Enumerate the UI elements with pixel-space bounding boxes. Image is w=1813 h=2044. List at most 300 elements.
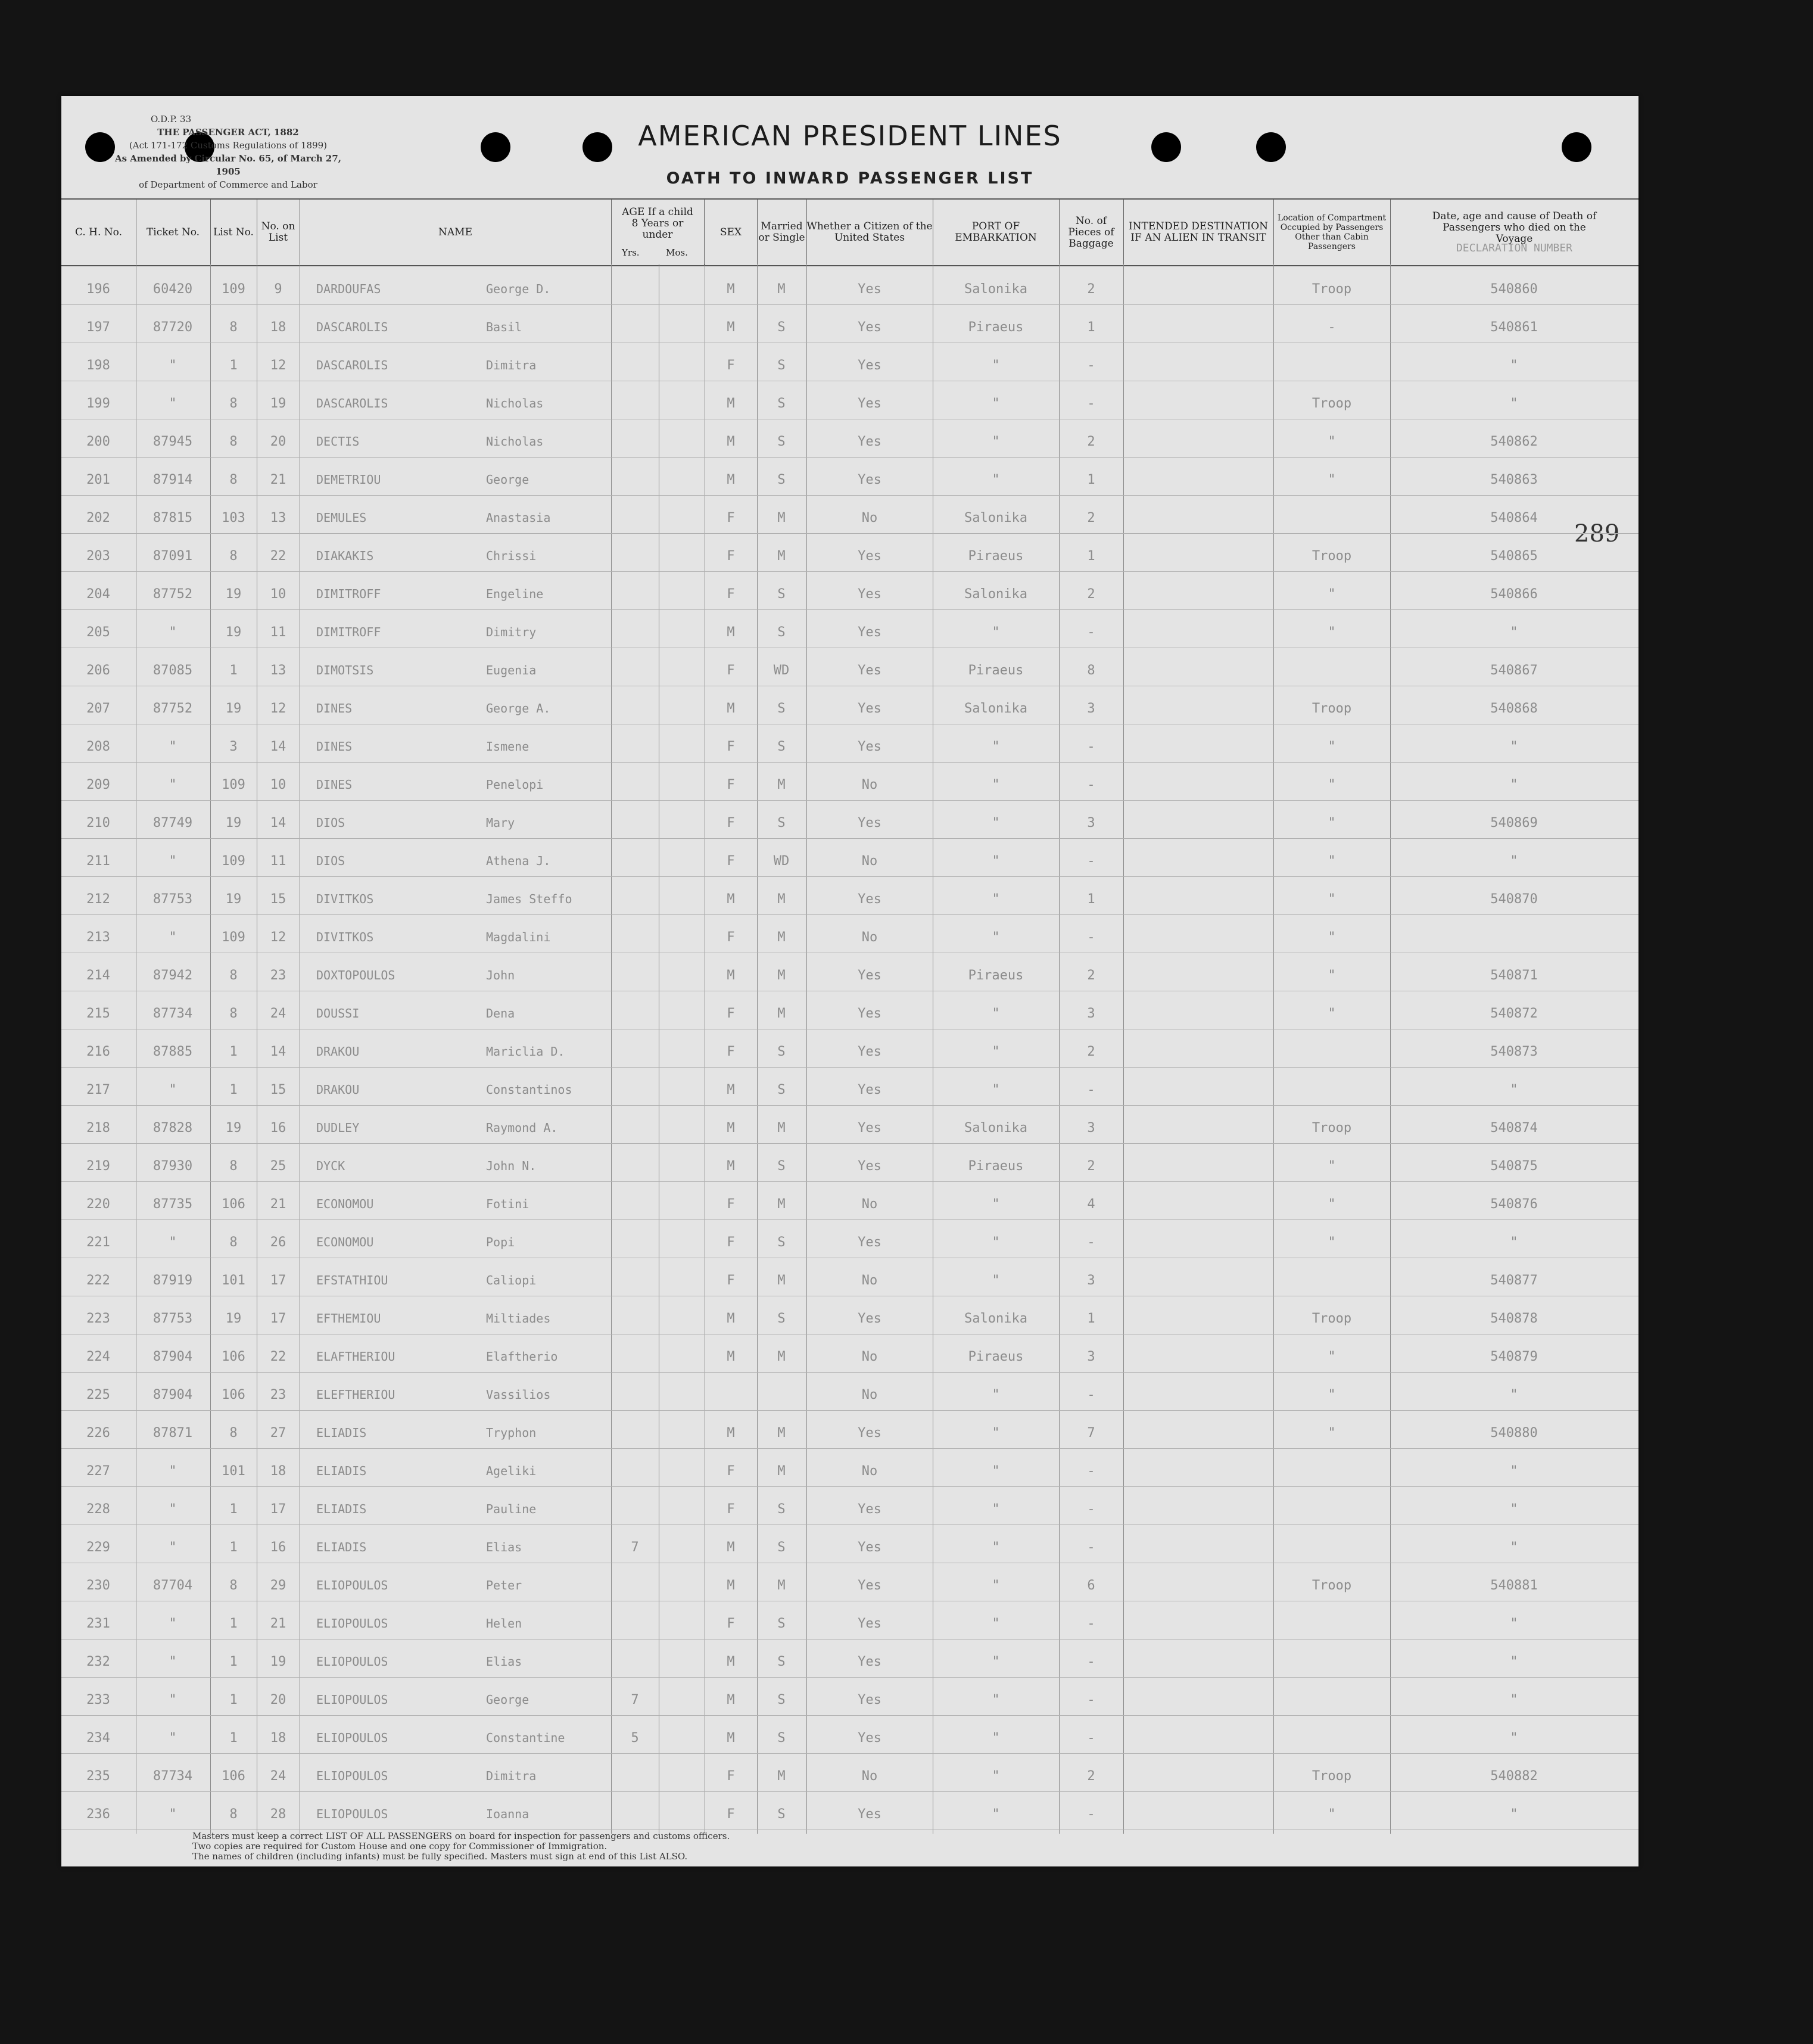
married-cell: S	[777, 1807, 786, 1822]
citizen-cell: Yes	[858, 320, 881, 335]
married-cell: M	[777, 549, 786, 564]
ticket-cell: 87753	[152, 1311, 193, 1326]
ch-no-cell: 220	[86, 1197, 110, 1212]
given-name-cell: Ioanna	[486, 1807, 529, 1821]
no-on-list-cell: 26	[270, 1235, 286, 1250]
given-name-cell: Tryphon	[486, 1426, 537, 1440]
port-cell: Piraeus	[968, 1349, 1024, 1364]
list-no-cell: 1	[229, 1616, 238, 1631]
surname-cell: ELIOPOULOS	[316, 1693, 388, 1707]
citizen-cell: Yes	[858, 587, 881, 602]
port-cell: "	[992, 472, 1000, 487]
list-no-cell: 1	[229, 1693, 238, 1707]
citizen-cell: Yes	[858, 1044, 881, 1059]
ch-no-cell: 214	[86, 968, 110, 983]
given-name-cell: Dimitry	[486, 625, 537, 639]
ch-no-cell: 196	[86, 282, 110, 297]
declaration-number-cell: 540872	[1490, 1006, 1538, 1021]
sex-cell: M	[727, 1654, 735, 1669]
given-name-cell: Magdalini	[486, 930, 551, 944]
port-cell: "	[992, 892, 1000, 907]
sex-cell: M	[727, 701, 735, 716]
port-cell: "	[992, 1273, 1000, 1288]
col-no-on-list: No. on List	[257, 200, 300, 265]
given-name-cell: James Steffo	[486, 892, 572, 906]
no-on-list-cell: 16	[270, 1121, 286, 1135]
port-cell: "	[992, 1464, 1000, 1479]
no-on-list-cell: 24	[270, 1006, 286, 1021]
ticket-cell: "	[169, 1616, 177, 1631]
sex-cell: F	[727, 358, 735, 373]
declaration-number-cell: 540878	[1490, 1311, 1538, 1326]
table-header	[61, 198, 1638, 266]
sex-cell: F	[727, 1235, 735, 1250]
location-cell: "	[1328, 854, 1336, 869]
ch-no-cell: 197	[86, 320, 110, 335]
ch-no-cell: 231	[86, 1616, 110, 1631]
list-no-cell: 103	[222, 511, 245, 525]
row-rule	[61, 609, 1638, 610]
ticket-cell: "	[169, 777, 177, 792]
list-no-cell: 1	[229, 358, 238, 373]
surname-cell: DOUSSI	[316, 1006, 360, 1021]
list-no-cell: 101	[222, 1464, 245, 1479]
port-cell: "	[992, 1654, 1000, 1669]
given-name-cell: Elaftherio	[486, 1349, 558, 1364]
surname-cell: DIMITROFF	[316, 625, 381, 639]
ch-no-cell: 204	[86, 587, 110, 602]
given-name-cell: Eugenia	[486, 663, 537, 677]
ticket-cell: 87904	[152, 1349, 193, 1364]
surname-cell: ELIADIS	[316, 1426, 367, 1440]
citizen-cell: No	[861, 1349, 878, 1364]
declaration-number-cell: "	[1510, 1693, 1518, 1707]
surname-cell: ELIADIS	[316, 1540, 367, 1554]
given-name-cell: Mary	[486, 816, 515, 830]
ch-no-cell: 212	[86, 892, 110, 907]
row-rule	[61, 1372, 1638, 1373]
baggage-cell: 1	[1087, 1311, 1095, 1326]
location-cell: Troop	[1312, 1578, 1352, 1593]
surname-cell: DIOS	[316, 854, 345, 868]
list-no-cell: 109	[222, 854, 245, 869]
married-cell: S	[777, 1693, 786, 1707]
given-name-cell: Constantinos	[486, 1082, 572, 1097]
surname-cell: DIVITKOS	[316, 930, 374, 944]
port-cell: "	[992, 1769, 1000, 1784]
ch-no-cell: 235	[86, 1769, 110, 1784]
col-destination: INTENDED DESTINATION IF AN ALIEN IN TRANSIT	[1123, 200, 1274, 265]
citizen-cell: Yes	[858, 1235, 881, 1250]
column-rule	[1059, 264, 1060, 1834]
location-cell: "	[1328, 1426, 1336, 1441]
surname-cell: ELAFTHERIOU	[316, 1349, 395, 1364]
given-name-cell: Helen	[486, 1616, 522, 1631]
sex-cell: M	[727, 282, 735, 297]
ticket-cell: "	[169, 1235, 177, 1250]
row-rule	[61, 1219, 1638, 1220]
no-on-list-cell: 21	[270, 1616, 286, 1631]
given-name-cell: Engeline	[486, 587, 544, 601]
baggage-cell: 1	[1087, 549, 1095, 564]
no-on-list-cell: 10	[270, 777, 286, 792]
declaration-number-cell: "	[1510, 739, 1518, 754]
given-name-cell: Constantine	[486, 1731, 565, 1745]
declaration-number-cell: 540869	[1490, 816, 1538, 830]
sex-cell: F	[727, 1807, 735, 1822]
ch-no-cell: 210	[86, 816, 110, 830]
declaration-number-cell: "	[1510, 1082, 1518, 1097]
ch-no-cell: 234	[86, 1731, 110, 1746]
no-on-list-cell: 10	[270, 587, 286, 602]
port-cell: "	[992, 1578, 1000, 1593]
column-rule	[1390, 264, 1391, 1834]
port-cell: Salonika	[964, 1311, 1027, 1326]
ticket-cell: "	[169, 1464, 177, 1479]
citizen-cell: Yes	[858, 701, 881, 716]
form-number: O.D.P. 33	[151, 114, 192, 125]
col-sex: SEX	[705, 200, 758, 265]
baggage-cell: 4	[1087, 1197, 1095, 1212]
sex-cell: M	[727, 434, 735, 449]
sex-cell: M	[727, 1159, 735, 1174]
ch-no-cell: 215	[86, 1006, 110, 1021]
list-no-cell: 8	[229, 968, 238, 983]
ticket-cell: 87734	[152, 1769, 193, 1784]
list-no-cell: 3	[229, 739, 238, 754]
baggage-cell: 3	[1087, 1349, 1095, 1364]
sex-cell: M	[727, 1426, 735, 1441]
location-cell: "	[1328, 587, 1336, 602]
ticket-cell: 87885	[152, 1044, 193, 1059]
married-cell: M	[777, 1464, 786, 1479]
citizen-cell: Yes	[858, 1159, 881, 1174]
row-rule	[61, 1410, 1638, 1411]
surname-cell: ECONOMOU	[316, 1235, 374, 1249]
location-cell: "	[1328, 1235, 1336, 1250]
declaration-number-cell: "	[1510, 625, 1518, 640]
list-no-cell: 106	[222, 1349, 245, 1364]
married-cell: S	[777, 358, 786, 373]
baggage-cell: -	[1087, 1616, 1095, 1631]
no-on-list-cell: 27	[270, 1426, 286, 1441]
given-name-cell: John N.	[486, 1159, 537, 1173]
ch-no-cell: 213	[86, 930, 110, 945]
list-no-cell: 19	[225, 625, 242, 640]
no-on-list-cell: 15	[270, 1082, 286, 1097]
port-cell: "	[992, 1082, 1000, 1097]
surname-cell: ELIADIS	[316, 1464, 367, 1478]
citizen-cell: No	[861, 511, 878, 525]
no-on-list-cell: 29	[270, 1578, 286, 1593]
no-on-list-cell: 23	[270, 968, 286, 983]
baggage-cell: -	[1087, 396, 1095, 411]
sex-cell: M	[727, 396, 735, 411]
list-no-cell: 1	[229, 1654, 238, 1669]
married-cell: M	[777, 777, 786, 792]
baggage-cell: -	[1087, 1464, 1095, 1479]
baggage-cell: -	[1087, 1082, 1095, 1097]
married-cell: S	[777, 625, 786, 640]
list-no-cell: 19	[225, 816, 242, 830]
surname-cell: DIOS	[316, 816, 345, 830]
sex-cell: M	[727, 1121, 735, 1135]
citizen-cell: Yes	[858, 1426, 881, 1441]
list-no-cell: 8	[229, 1159, 238, 1174]
declaration-number-cell: "	[1510, 1616, 1518, 1631]
ticket-cell: "	[169, 358, 177, 373]
row-rule	[61, 1067, 1638, 1068]
location-cell: Troop	[1312, 1769, 1352, 1784]
location-cell: "	[1328, 625, 1336, 640]
list-no-cell: 8	[229, 1578, 238, 1593]
ticket-cell: 87815	[152, 511, 193, 525]
baggage-cell: 2	[1087, 511, 1095, 525]
sex-cell: F	[727, 854, 735, 869]
column-rule	[210, 264, 211, 1834]
list-no-cell: 8	[229, 1807, 238, 1822]
location-cell: Troop	[1312, 282, 1352, 297]
no-on-list-cell: 11	[270, 854, 286, 869]
declaration-number-cell: "	[1510, 777, 1518, 792]
ch-no-cell: 211	[86, 854, 110, 869]
sex-cell: M	[727, 1349, 735, 1364]
married-cell: M	[777, 1006, 786, 1021]
sex-cell: F	[727, 511, 735, 525]
citizen-cell: Yes	[858, 1502, 881, 1517]
citizen-cell: Yes	[858, 663, 881, 678]
page-subtitle: OATH TO INWARD PASSENGER LIST	[666, 169, 1034, 188]
citizen-cell: Yes	[858, 1578, 881, 1593]
list-no-cell: 106	[222, 1387, 245, 1402]
page-title: AMERICAN PRESIDENT LINES	[638, 120, 1062, 152]
list-no-cell: 8	[229, 320, 238, 335]
declaration-number-cell: "	[1510, 1731, 1518, 1746]
port-cell: "	[992, 358, 1000, 373]
row-rule	[61, 1143, 1638, 1144]
no-on-list-cell: 19	[270, 1654, 286, 1669]
baggage-cell: 2	[1087, 434, 1095, 449]
list-no-cell: 8	[229, 1426, 238, 1441]
ticket-cell: "	[169, 1502, 177, 1517]
no-on-list-cell: 28	[270, 1807, 286, 1822]
married-cell: S	[777, 396, 786, 411]
no-on-list-cell: 15	[270, 892, 286, 907]
given-name-cell: Popi	[486, 1235, 515, 1249]
ticket-cell: "	[169, 1540, 177, 1555]
location-cell: "	[1328, 892, 1336, 907]
baggage-cell: 3	[1087, 816, 1095, 830]
no-on-list-cell: 12	[270, 358, 286, 373]
citizen-cell: No	[861, 1387, 878, 1402]
given-name-cell: Caliopi	[486, 1273, 537, 1287]
port-cell: Piraeus	[968, 968, 1024, 983]
row-rule	[61, 838, 1638, 839]
surname-cell: ELIOPOULOS	[316, 1578, 388, 1592]
married-cell: S	[777, 587, 786, 602]
ch-no-cell: 225	[86, 1387, 110, 1402]
declaration-number-cell: 540866	[1490, 587, 1538, 602]
location-cell: "	[1328, 739, 1336, 754]
sex-cell: M	[727, 320, 735, 335]
sex-cell: F	[727, 739, 735, 754]
location-cell: Troop	[1312, 396, 1352, 411]
declaration-overprint: DECLARATION NUMBER	[1456, 242, 1573, 254]
list-no-cell: 8	[229, 1006, 238, 1021]
ticket-cell: 87749	[152, 816, 193, 830]
baggage-cell: 2	[1087, 968, 1095, 983]
citizen-cell: Yes	[858, 968, 881, 983]
ch-no-cell: 226	[86, 1426, 110, 1441]
declaration-number-cell: 540871	[1490, 968, 1538, 983]
baggage-cell: 1	[1087, 320, 1095, 335]
sex-cell: M	[727, 1731, 735, 1746]
ch-no-cell: 221	[86, 1235, 110, 1250]
married-cell: S	[777, 1616, 786, 1631]
no-on-list-cell: 14	[270, 1044, 286, 1059]
location-cell: "	[1328, 434, 1336, 449]
ch-no-cell: 202	[86, 511, 110, 525]
declaration-number-cell: 540870	[1490, 892, 1538, 907]
surname-cell: EFTHEMIOU	[316, 1311, 381, 1326]
no-on-list-cell: 17	[270, 1502, 286, 1517]
surname-cell: ELIOPOULOS	[316, 1731, 388, 1745]
declaration-number-cell: 540863	[1490, 472, 1538, 487]
ticket-cell: 87752	[152, 587, 193, 602]
surname-cell: DYCK	[316, 1159, 345, 1173]
married-cell: M	[777, 282, 786, 297]
given-name-cell: Raymond A.	[486, 1121, 558, 1135]
list-no-cell: 19	[225, 701, 242, 716]
surname-cell: ELIOPOULOS	[316, 1807, 388, 1821]
location-cell: "	[1328, 968, 1336, 983]
baggage-cell: 8	[1087, 663, 1095, 678]
list-no-cell: 106	[222, 1769, 245, 1784]
col-baggage: No. of Pieces of Baggage	[1059, 200, 1124, 265]
surname-cell: EFSTATHIOU	[316, 1273, 388, 1287]
given-name-cell: Miltiades	[486, 1311, 551, 1326]
sex-cell: F	[727, 1502, 735, 1517]
married-cell: M	[777, 1426, 786, 1441]
no-on-list-cell: 18	[270, 1731, 286, 1746]
married-cell: S	[777, 1502, 786, 1517]
no-on-list-cell: 23	[270, 1387, 286, 1402]
married-cell: WD	[773, 663, 790, 678]
citizen-cell: Yes	[858, 1693, 881, 1707]
list-no-cell: 1	[229, 663, 238, 678]
sex-cell: F	[727, 663, 735, 678]
location-cell: "	[1328, 472, 1336, 487]
act-line: of Department of Commerce and Labor	[139, 179, 317, 190]
col-ch-no: C. H. No.	[61, 200, 136, 265]
ch-no-cell: 232	[86, 1654, 110, 1669]
no-on-list-cell: 12	[270, 701, 286, 716]
married-cell: M	[777, 1769, 786, 1784]
declaration-number-cell: "	[1510, 1540, 1518, 1555]
ch-no-cell: 205	[86, 625, 110, 640]
given-name-cell: Ismene	[486, 739, 529, 754]
baggage-cell: 2	[1087, 1044, 1095, 1059]
citizen-cell: No	[861, 930, 878, 945]
married-cell: S	[777, 320, 786, 335]
no-on-list-cell: 14	[270, 739, 286, 754]
location-cell: Troop	[1312, 549, 1352, 564]
given-name-cell: George D.	[486, 282, 551, 296]
ch-no-cell: 229	[86, 1540, 110, 1555]
act-line: As Amended by Circular No. 65, of March 27, 1905	[114, 153, 342, 177]
sex-cell: F	[727, 930, 735, 945]
married-cell: S	[777, 1044, 786, 1059]
declaration-number-cell: "	[1510, 358, 1518, 373]
no-on-list-cell: 17	[270, 1311, 286, 1326]
sex-cell: F	[727, 777, 735, 792]
declaration-number-cell: "	[1510, 1654, 1518, 1669]
declaration-number-cell: 540865	[1490, 549, 1538, 564]
port-cell: Salonika	[964, 587, 1027, 602]
no-on-list-cell: 22	[270, 1349, 286, 1364]
port-cell: "	[992, 930, 1000, 945]
declaration-number-cell: 540875	[1490, 1159, 1538, 1174]
citizen-cell: Yes	[858, 1082, 881, 1097]
row-rule	[61, 1448, 1638, 1449]
ch-no-cell: 219	[86, 1159, 110, 1174]
list-no-cell: 8	[229, 549, 238, 564]
column-rule	[757, 264, 758, 1834]
port-cell: "	[992, 1540, 1000, 1555]
port-cell: Piraeus	[968, 549, 1024, 564]
ticket-cell: 87753	[152, 892, 193, 907]
surname-cell: ELIOPOULOS	[316, 1769, 388, 1783]
footer-line: Masters must keep a correct LIST OF ALL PASSENGERS on board for inspection for passengers and customs officers.	[192, 1831, 730, 1841]
age-cell: 7	[631, 1693, 639, 1707]
baggage-cell: -	[1087, 739, 1095, 754]
baggage-cell: -	[1087, 1235, 1095, 1250]
col-port: PORT OF EMBARKATION	[933, 200, 1060, 265]
declaration-number-cell: 540874	[1490, 1121, 1538, 1135]
location-cell: "	[1328, 930, 1336, 945]
declaration-number-cell: 540861	[1490, 320, 1538, 335]
baggage-cell: 2	[1087, 1769, 1095, 1784]
no-on-list-cell: 20	[270, 434, 286, 449]
row-rule	[61, 876, 1638, 877]
given-name-cell: Nicholas	[486, 396, 544, 410]
no-on-list-cell: 22	[270, 549, 286, 564]
no-on-list-cell: 13	[270, 511, 286, 525]
baggage-cell: 1	[1087, 472, 1095, 487]
ticket-cell: 87945	[152, 434, 193, 449]
citizen-cell: Yes	[858, 625, 881, 640]
ticket-cell: "	[169, 1654, 177, 1669]
surname-cell: DIMOTSIS	[316, 663, 374, 677]
port-cell: Piraeus	[968, 1159, 1024, 1174]
row-rule	[61, 1181, 1638, 1182]
sex-cell: F	[727, 816, 735, 830]
married-cell: S	[777, 1731, 786, 1746]
port-cell: Salonika	[964, 511, 1027, 525]
age-label: AGE If a child 8 Years or under	[622, 206, 693, 241]
baggage-cell: -	[1087, 1502, 1095, 1517]
declaration-number-cell: "	[1510, 1502, 1518, 1517]
citizen-cell: Yes	[858, 739, 881, 754]
given-name-cell: George A.	[486, 701, 551, 715]
port-cell: Piraeus	[968, 320, 1024, 335]
surname-cell: ECONOMOU	[316, 1197, 374, 1211]
given-name-cell: Ageliki	[486, 1464, 537, 1478]
married-cell: S	[777, 1082, 786, 1097]
list-no-cell: 8	[229, 434, 238, 449]
surname-cell: DIAKAKIS	[316, 549, 374, 563]
age-yrs: Yrs.	[622, 247, 640, 258]
